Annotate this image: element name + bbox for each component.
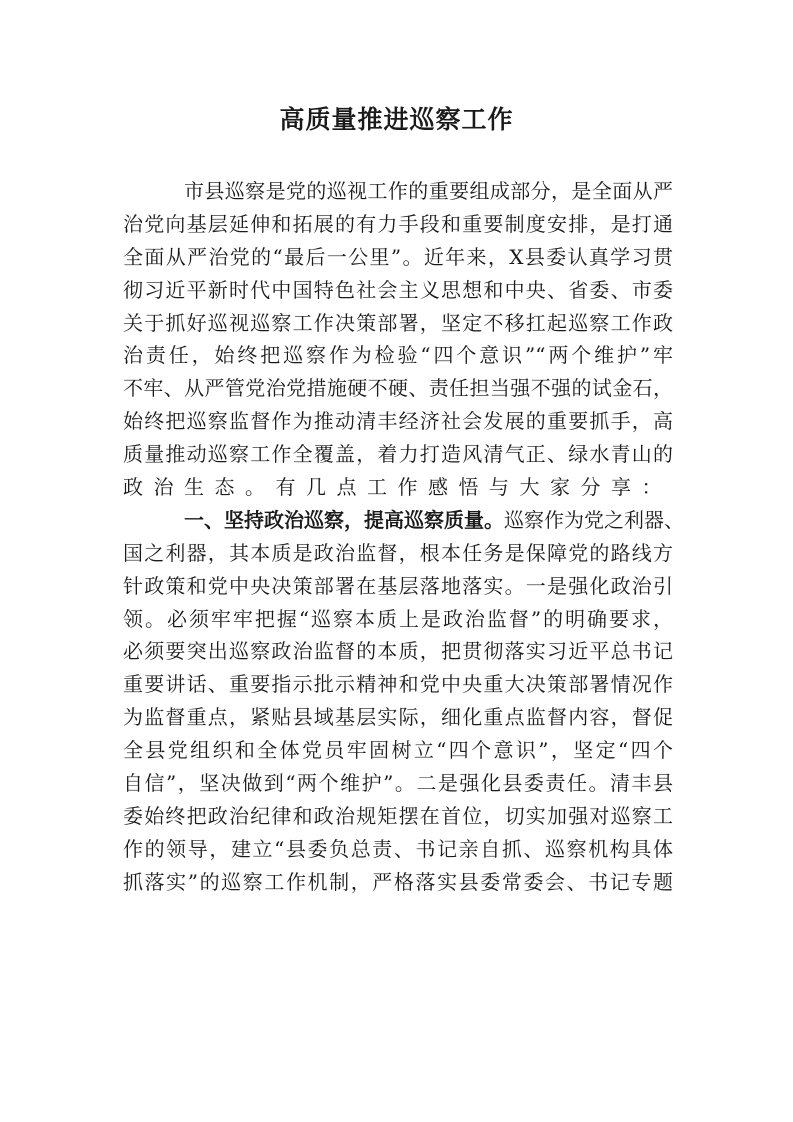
section-one-paragraph [123, 504, 684, 899]
text-line: 市县巡察是党的巡视工作的重要组成部分，是全面从严 [184, 179, 673, 203]
text-line: 自信”，坚决做到“两个维护”。二是强化县委责任。清丰县 [123, 771, 673, 796]
text-line: 必须要突出巡察政治监督的本质，把贯彻落实习近平总书记 [123, 639, 673, 664]
document-body [123, 175, 684, 899]
text-line: 全县党组织和全体党员牢固树立“四个意识”，坚定“四个 [123, 738, 673, 763]
text-line: 针政策和党中央决策部署在基层落地落实。一是强化政治引 [123, 573, 673, 598]
text-line [123, 504, 684, 537]
intro-paragraph [123, 175, 673, 504]
text-line: 政治生态。有几点工作感悟与大家分享： [123, 475, 672, 500]
text-line: 作的领导，建立“县委负总责、书记亲自抓、巡察机构具体 [123, 836, 673, 861]
text-line: 全面从严治党的“最后一公里”。近年来，X县委认真学习贯 [123, 244, 673, 269]
text-line: 委始终把政治纪律和政治规矩摆在首位，切实加强对巡察工 [123, 803, 673, 828]
text-line: 领。必须牢牢把握“巡察本质上是政治监督”的明确要求， [123, 606, 673, 631]
document-title: 高质量推进巡察工作 [279, 105, 514, 134]
text-line: 重要讲话、重要指示批示精神和党中央重大决策部署情况作 [123, 672, 673, 697]
text-line: 国之利器，其本质是政治监督，根本任务是保障党的路线方 [123, 540, 673, 565]
text-run: 巡察作为党之利器、 [504, 507, 684, 532]
section-heading: 一、坚持政治巡察，提高巡察质量。 [184, 507, 504, 532]
text-line: 治责任，始终把巡察作为检验“四个意识”“两个维护”牢 [123, 343, 673, 368]
text-line: 抓落实”的巡察工作机制，严格落实县委常委会、书记专题 [123, 869, 673, 894]
text-line: 质量推动巡察工作全覆盖，着力打造风清气正、绿水青山的 [123, 442, 673, 467]
text-line: 关于抓好巡视巡察工作决策部署，坚定不移扛起巡察工作政 [123, 310, 673, 335]
text-line: 始终把巡察监督作为推动清丰经济社会发展的重要抓手，高 [123, 409, 673, 434]
text-line: 彻习近平新时代中国特色社会主义思想和中央、省委、市委 [123, 277, 673, 302]
text-line: 不牢、从严管党治党措施硬不硬、责任担当强不强的试金石， [123, 376, 673, 401]
text-line: 为监督重点，紧贴县域基层实际，细化重点监督内容，督促 [123, 705, 673, 730]
text-line: 治党向基层延伸和拓展的有力手段和重要制度安排，是打通 [123, 211, 673, 236]
